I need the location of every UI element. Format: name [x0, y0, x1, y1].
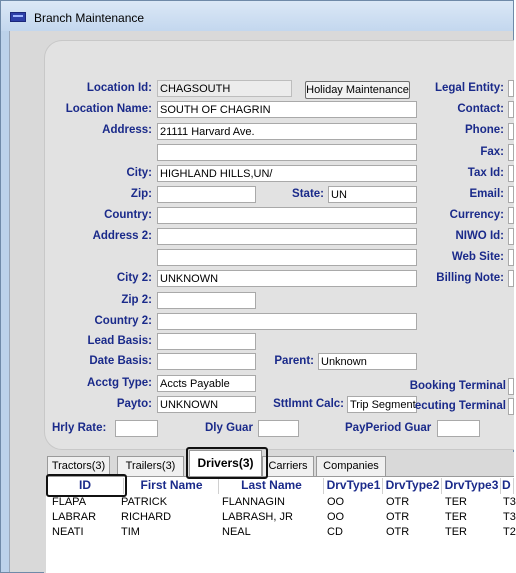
- location-id-field[interactable]: CHAGSOUTH: [157, 80, 292, 97]
- date-basis-field[interactable]: [157, 353, 256, 370]
- email-label: Email:: [469, 188, 504, 200]
- executing-terminal-label: ecuting Terminal: [414, 400, 506, 412]
- table-cell[interactable]: NEATI: [52, 526, 84, 538]
- column-header-drvtype3[interactable]: DrvType3: [443, 478, 501, 494]
- table-cell[interactable]: T2: [503, 526, 516, 538]
- location-name-field[interactable]: SOUTH OF CHAGRIN: [157, 101, 417, 118]
- zip-field[interactable]: [157, 186, 256, 203]
- payperiod-guar-label: PayPeriod Guar: [345, 422, 432, 434]
- legal-entity-label: Legal Entity:: [434, 82, 504, 94]
- parent-field[interactable]: Unknown: [318, 353, 417, 370]
- tax-id-field[interactable]: [508, 165, 514, 182]
- date-basis-label: Date Basis:: [89, 355, 152, 367]
- tab-drivers[interactable]: Drivers(3): [189, 450, 262, 477]
- payperiod-guar-field[interactable]: [437, 420, 480, 437]
- column-header-last-name[interactable]: Last Name: [220, 478, 324, 494]
- location-id-label: Location Id:: [86, 82, 152, 94]
- table-cell[interactable]: LABRASH, JR: [222, 511, 293, 523]
- web-site-field[interactable]: [508, 249, 514, 266]
- tax-id-label: Tax Id:: [467, 167, 504, 179]
- zip2-label: Zip 2:: [121, 294, 152, 306]
- acctg-type-field[interactable]: Accts Payable: [157, 375, 256, 392]
- billing-note-label: Billing Note:: [436, 272, 504, 284]
- table-cell[interactable]: T3: [503, 496, 516, 508]
- city-field[interactable]: HIGHLAND HILLS,UN/: [157, 165, 417, 182]
- address-field-1[interactable]: 21111 Harvard Ave.: [157, 123, 417, 140]
- table-cell[interactable]: FLANNAGIN: [222, 496, 285, 508]
- payto-label: Payto:: [116, 398, 152, 410]
- address2-field-1[interactable]: [157, 228, 417, 245]
- payto-field[interactable]: UNKNOWN: [157, 396, 256, 413]
- city-label: City:: [126, 167, 152, 179]
- column-header-first-name[interactable]: First Name: [125, 478, 219, 494]
- zip2-field[interactable]: [157, 292, 256, 309]
- dly-guar-label: Dly Guar: [205, 422, 253, 434]
- sttlmnt-calc-field[interactable]: Trip Segment: [347, 396, 417, 413]
- zip-label: Zip:: [130, 188, 152, 200]
- table-cell[interactable]: TER: [445, 511, 467, 523]
- legal-entity-field[interactable]: [508, 80, 514, 97]
- table-cell[interactable]: T3: [503, 511, 516, 523]
- dly-guar-field[interactable]: [258, 420, 299, 437]
- lead-basis-field[interactable]: [157, 333, 256, 350]
- city2-label: City 2:: [116, 272, 152, 284]
- window-title: Branch Maintenance: [34, 11, 145, 25]
- title-bar[interactable]: [1, 1, 513, 31]
- address-label: Address:: [102, 124, 152, 136]
- table-cell[interactable]: OTR: [386, 511, 410, 523]
- column-header-id[interactable]: ID: [47, 478, 124, 494]
- table-cell[interactable]: OO: [327, 496, 345, 508]
- table-cell[interactable]: FLAPA: [52, 496, 87, 508]
- table-cell[interactable]: OTR: [386, 526, 410, 538]
- table-cell[interactable]: LABRAR: [52, 511, 97, 523]
- tab-tractors[interactable]: Tractors(3): [47, 456, 110, 476]
- sttlmnt-calc-label: Sttlmnt Calc:: [273, 398, 344, 410]
- table-cell[interactable]: OTR: [386, 496, 410, 508]
- niwo-id-field[interactable]: [508, 228, 514, 245]
- table-cell[interactable]: RICHARD: [121, 511, 172, 523]
- column-header-drvtype1[interactable]: DrvType1: [325, 478, 383, 494]
- address-field-2[interactable]: [157, 144, 417, 161]
- column-header-d[interactable]: D: [502, 478, 514, 494]
- booking-terminal-field[interactable]: [508, 378, 514, 395]
- address2-field-2[interactable]: [157, 249, 417, 266]
- fax-field[interactable]: [508, 144, 514, 161]
- country2-label: Country 2:: [94, 315, 152, 327]
- address2-label: Address 2:: [92, 230, 152, 242]
- phone-label: Phone:: [465, 124, 504, 136]
- column-header-drvtype2[interactable]: DrvType2: [384, 478, 442, 494]
- hrly-rate-field[interactable]: [115, 420, 158, 437]
- parent-label: Parent:: [274, 355, 314, 367]
- state-label: State:: [292, 188, 324, 200]
- table-cell[interactable]: OO: [327, 511, 345, 523]
- table-cell[interactable]: CD: [327, 526, 343, 538]
- table-cell[interactable]: TER: [445, 496, 467, 508]
- executing-terminal-field[interactable]: [508, 398, 514, 415]
- table-cell[interactable]: NEAL: [222, 526, 251, 538]
- currency-field[interactable]: [508, 207, 514, 224]
- tab-companies[interactable]: Companies: [316, 456, 386, 476]
- booking-terminal-label: Booking Terminal: [409, 380, 506, 392]
- lead-basis-label: Lead Basis:: [87, 335, 152, 347]
- country2-field[interactable]: [157, 313, 417, 330]
- contact-field[interactable]: [508, 101, 514, 118]
- location-name-label: Location Name:: [65, 103, 152, 115]
- city2-field[interactable]: UNKNOWN: [157, 270, 417, 287]
- country-label: Country:: [104, 209, 152, 221]
- state-field[interactable]: UN: [328, 186, 417, 203]
- acctg-type-label: Acctg Type:: [87, 377, 152, 389]
- table-cell[interactable]: TER: [445, 526, 467, 538]
- country-field[interactable]: [157, 207, 417, 224]
- niwo-id-label: NIWO Id:: [455, 230, 504, 242]
- table-cell[interactable]: TIM: [121, 526, 140, 538]
- phone-field[interactable]: [508, 123, 514, 140]
- contact-label: Contact:: [457, 103, 504, 115]
- tab-trailers[interactable]: Trailers(3): [117, 456, 184, 476]
- web-site-label: Web Site:: [451, 251, 504, 263]
- email-field[interactable]: [508, 186, 514, 203]
- billing-note-field[interactable]: [508, 270, 514, 287]
- currency-label: Currency:: [449, 209, 504, 221]
- tab-carriers[interactable]: Carriers: [262, 456, 314, 476]
- app-window-icon: [10, 12, 26, 22]
- fax-label: Fax:: [480, 146, 504, 158]
- hrly-rate-label: Hrly Rate:: [52, 422, 107, 434]
- holiday-maintenance-button[interactable]: Holiday Maintenance: [305, 81, 410, 99]
- table-cell[interactable]: PATRICK: [121, 496, 168, 508]
